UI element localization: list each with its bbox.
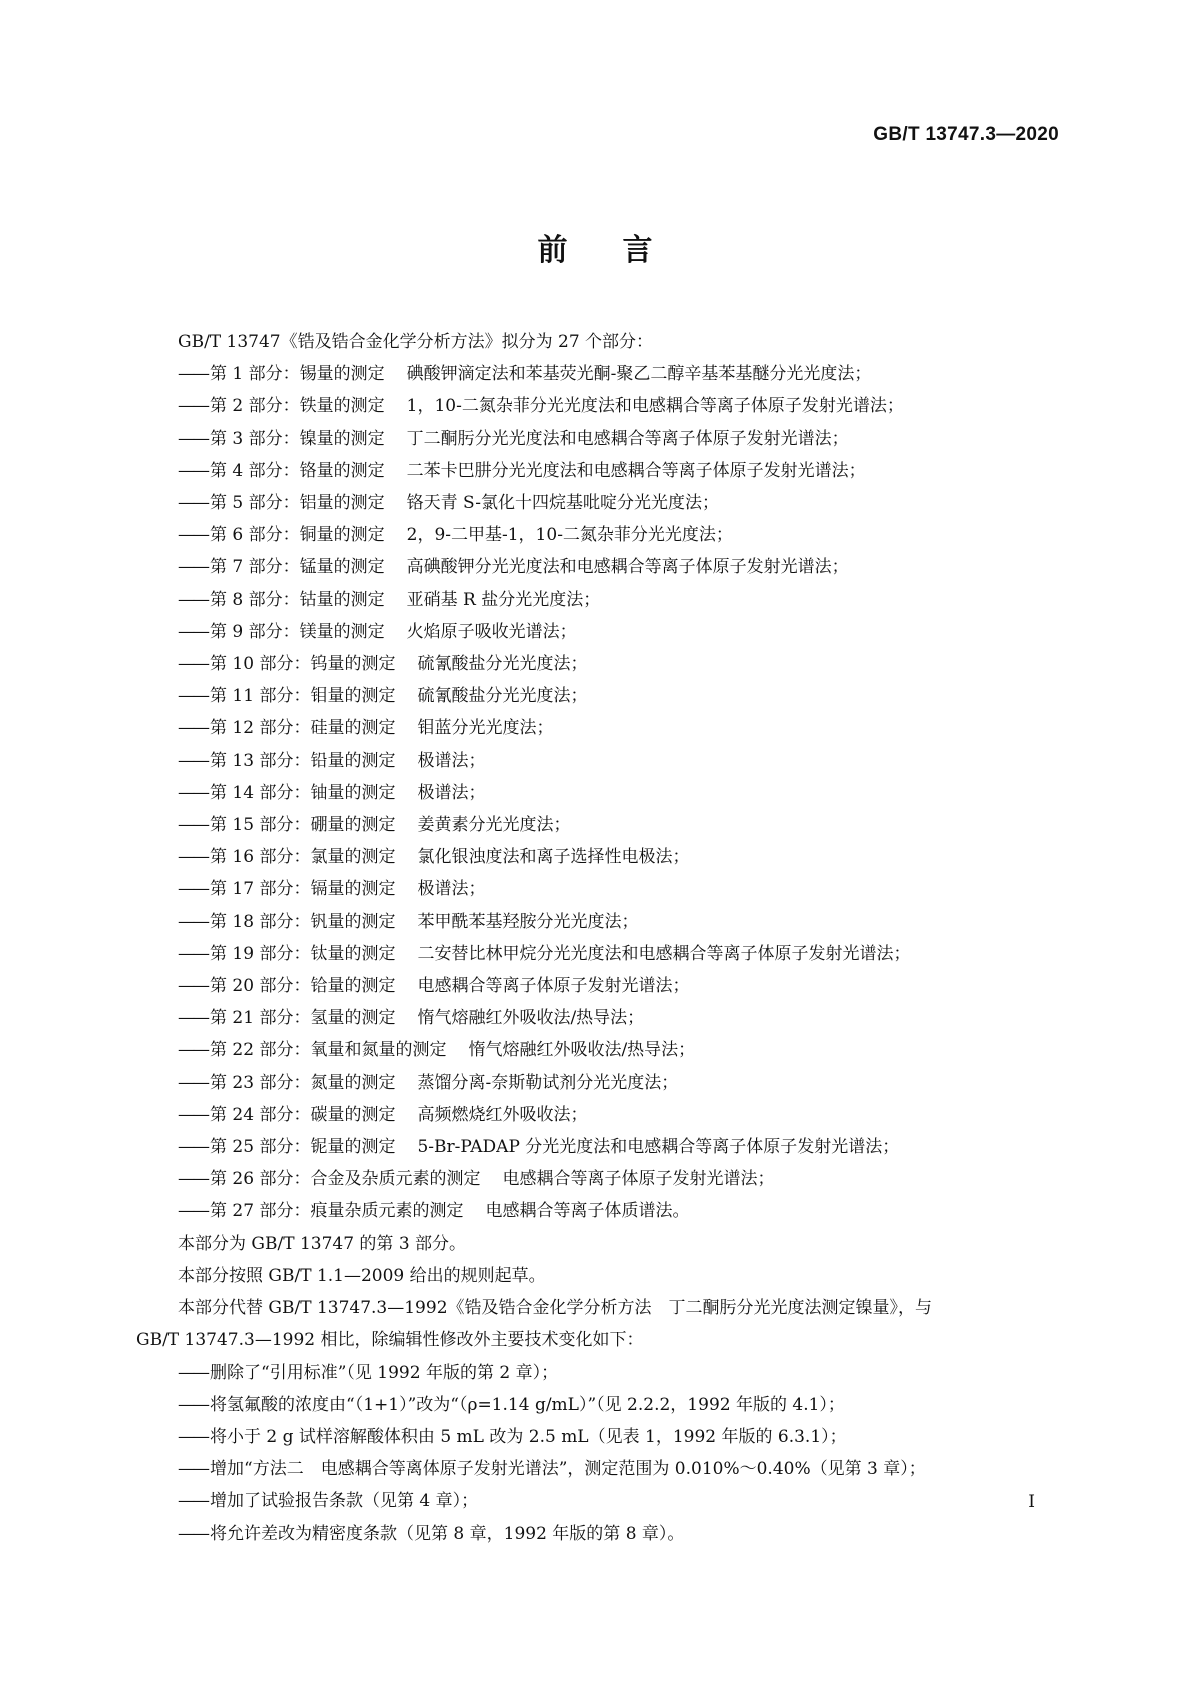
part-label: 第 5 部分：铝量的测定 — [210, 493, 385, 514]
part-list-item — [136, 809, 1056, 841]
part-method: 高碘酸钾分光光度法和电感耦合等离子体原子发射光谱法； — [406, 557, 849, 578]
part-label: 第 7 部分：锰量的测定 — [210, 557, 385, 578]
standard-number: GB/T 13747.3—2020 — [873, 124, 1059, 145]
list-dash: —— — [178, 911, 208, 932]
list-dash: —— — [178, 557, 208, 578]
change-text: 将小于 2 g 试样溶解酸体积由 5 mL 改为 2.5 mL（见表 1，1992 年版的 6.3.1）； — [210, 1426, 847, 1447]
part-list-item — [136, 584, 1056, 616]
part-label: 第 19 部分：钛量的测定 — [210, 943, 396, 964]
list-dash: —— — [178, 1040, 208, 1061]
part-list-item — [136, 616, 1056, 648]
page-number: I — [1028, 1492, 1035, 1512]
list-dash: —— — [178, 686, 208, 707]
part-method: 电感耦合等离子体质谱法。 — [485, 1201, 690, 1222]
part-label: 第 14 部分：铀量的测定 — [210, 782, 396, 803]
list-dash: —— — [178, 1362, 208, 1383]
part-label: 第 1 部分：锡量的测定 — [210, 364, 385, 385]
part-method: 极谱法； — [417, 782, 486, 803]
list-dash: —— — [178, 621, 208, 642]
drafting-statement: 本部分按照 GB/T 1.1—2009 给出的规则起草。 — [178, 1265, 546, 1286]
part-list-item — [136, 519, 1056, 551]
change-text: 将允许差改为精密度条款（见第 8 章，1992 年版的第 8 章）。 — [210, 1523, 685, 1544]
part-method: 蒸馏分离-奈斯勒试剂分光光度法； — [417, 1072, 679, 1093]
part-method: 火焰原子吸收光谱法； — [406, 621, 577, 642]
list-dash: —— — [178, 976, 208, 997]
part-list-item — [136, 745, 1056, 777]
part-list-item — [136, 1131, 1056, 1163]
part-label: 第 16 部分：氯量的测定 — [210, 847, 396, 868]
list-dash: —— — [178, 396, 208, 417]
part-label: 第 2 部分：铁量的测定 — [210, 396, 385, 417]
list-dash: —— — [178, 589, 208, 610]
part-list-item — [136, 1034, 1056, 1066]
list-dash: —— — [178, 815, 208, 836]
list-dash: —— — [178, 1491, 208, 1512]
part-label: 第 25 部分：铌量的测定 — [210, 1137, 396, 1158]
change-text: 增加了试验报告条款（见第 4 章）； — [210, 1491, 479, 1512]
part-list-item — [136, 487, 1056, 519]
part-method: 氯化银浊度法和离子选择性电极法； — [417, 847, 690, 868]
list-dash: —— — [178, 364, 208, 385]
part-label: 第 20 部分：铪量的测定 — [210, 976, 396, 997]
list-dash: —— — [178, 525, 208, 546]
part-method: 1，10-二氮杂菲分光光度法和电感耦合等离子体原子发射光谱法； — [406, 396, 904, 417]
list-dash: —— — [178, 1201, 208, 1222]
part-method: 电感耦合等离子体原子发射光谱法； — [417, 976, 690, 997]
part-list-item — [136, 938, 1056, 970]
part-list-item — [136, 873, 1056, 905]
part-label: 第 17 部分：镉量的测定 — [210, 879, 396, 900]
intro-paragraph: GB/T 13747《锆及锆合金化学分析方法》拟分为 27 个部分： — [178, 332, 654, 352]
part-list-item — [136, 648, 1056, 680]
part-method: 极谱法； — [417, 750, 486, 771]
change-list-item — [136, 1453, 1056, 1485]
list-dash: —— — [178, 1008, 208, 1029]
part-label: 第 10 部分：钨量的测定 — [210, 654, 396, 675]
part-label: 第 11 部分：钼量的测定 — [210, 686, 396, 707]
list-dash: —— — [178, 718, 208, 739]
parts-list — [136, 358, 1056, 1227]
part-label: 第 15 部分：硼量的测定 — [210, 815, 396, 836]
part-list-item — [136, 906, 1056, 938]
list-dash: —— — [178, 847, 208, 868]
part-list-item — [136, 777, 1056, 809]
part-method: 苯甲酰苯基羟胺分光光度法； — [417, 911, 639, 932]
part-label: 第 13 部分：铅量的测定 — [210, 750, 396, 771]
part-list-item — [136, 455, 1056, 487]
part-list-item — [136, 390, 1056, 422]
list-dash: —— — [178, 782, 208, 803]
part-label: 第 8 部分：钴量的测定 — [210, 589, 385, 610]
changes-list — [136, 1357, 1056, 1550]
list-dash: —— — [178, 654, 208, 675]
part-label: 第 6 部分：铜量的测定 — [210, 525, 385, 546]
list-dash: —— — [178, 493, 208, 514]
foreword-body — [136, 326, 1056, 1550]
part-method: 二苯卡巴肼分光光度法和电感耦合等离子体原子发射光谱法； — [406, 460, 866, 481]
part-list-item — [136, 358, 1056, 390]
part-list-item — [136, 1099, 1056, 1131]
list-dash: —— — [178, 1169, 208, 1190]
part-label: 第 4 部分：铬量的测定 — [210, 460, 385, 481]
change-list-item — [136, 1389, 1056, 1421]
part-method: 电感耦合等离子体原子发射光谱法； — [502, 1169, 775, 1190]
change-text: 删除了“引用标准”（见 1992 年版的第 2 章）； — [210, 1362, 559, 1383]
part-method: 二安替比林甲烷分光光度法和电感耦合等离子体原子发射光谱法； — [417, 943, 911, 964]
part-list-item — [136, 712, 1056, 744]
part-label: 第 9 部分：镁量的测定 — [210, 621, 385, 642]
list-dash: —— — [178, 1072, 208, 1093]
part-label: 第 24 部分：碳量的测定 — [210, 1104, 396, 1125]
part-method: 极谱法； — [417, 879, 486, 900]
list-dash: —— — [178, 879, 208, 900]
part-label: 第 22 部分：氧量和氮量的测定 — [210, 1040, 447, 1061]
part-label: 第 23 部分：氮量的测定 — [210, 1072, 396, 1093]
part-label: 第 3 部分：镍量的测定 — [210, 428, 385, 449]
part-method: 钼蓝分光光度法； — [417, 718, 554, 739]
part-list-item — [136, 970, 1056, 1002]
change-text: 将氢氟酸的浓度由“（1+1）”改为“（ρ=1.14 g/mL）”（见 2.2.2，1992 年版的 4.1）； — [210, 1394, 845, 1415]
page-title — [0, 225, 1191, 269]
part-list-item — [136, 423, 1056, 455]
replaces-statement-line1: 本部分代替 GB/T 13747.3—1992《锆及锆合金化学分析方法 丁二酮肟分光光度法测定镍量》，与 — [178, 1298, 933, 1319]
part-method: 碘酸钾滴定法和苯基荧光酮-聚乙二醇辛基苯基醚分光光度法； — [406, 364, 872, 385]
list-dash: —— — [178, 1459, 208, 1480]
part-method: 亚硝基 R 盐分光光度法； — [406, 589, 601, 610]
list-dash: —— — [178, 943, 208, 964]
part-method: 硫氰酸盐分光光度法； — [417, 654, 588, 675]
part-of-statement: 本部分为 GB/T 13747 的第 3 部分。 — [178, 1233, 467, 1254]
change-list-item — [136, 1421, 1056, 1453]
part-list-item — [136, 1067, 1056, 1099]
list-dash: —— — [178, 460, 208, 481]
part-list-item — [136, 680, 1056, 712]
list-dash: —— — [178, 750, 208, 771]
list-dash: —— — [178, 1523, 208, 1544]
part-method: 5-Br-PADAP 分光光度法和电感耦合等离子体原子发射光谱法； — [417, 1137, 900, 1158]
list-dash: —— — [178, 1394, 208, 1415]
change-list-item — [136, 1518, 1056, 1550]
replaces-statement-line2: GB/T 13747.3—1992 相比，除编辑性修改外主要技术变化如下： — [136, 1330, 644, 1351]
list-dash: —— — [178, 1426, 208, 1447]
part-method: 惰气熔融红外吸收法/热导法； — [417, 1008, 645, 1029]
part-label: 第 26 部分：合金及杂质元素的测定 — [210, 1169, 481, 1190]
change-list-item — [136, 1357, 1056, 1389]
part-list-item — [136, 841, 1056, 873]
part-method: 硫氰酸盐分光光度法； — [417, 686, 588, 707]
list-dash: —— — [178, 428, 208, 449]
part-list-item — [136, 551, 1056, 583]
change-text: 增加“方法二 电感耦合等离体原子发射光谱法”，测定范围为 0.010%～0.40%（见第 3 章）； — [210, 1459, 926, 1480]
list-dash: —— — [178, 1137, 208, 1158]
part-list-item — [136, 1002, 1056, 1034]
part-label: 第 12 部分：硅量的测定 — [210, 718, 396, 739]
part-method: 惰气熔融红外吸收法/热导法； — [468, 1040, 696, 1061]
part-method: 高频燃烧红外吸收法； — [417, 1104, 588, 1125]
part-label: 第 21 部分：氢量的测定 — [210, 1008, 396, 1029]
title-char-left: 前 — [537, 233, 569, 268]
part-method: 2，9-二甲基-1，10-二氮杂菲分光光度法； — [406, 525, 733, 546]
part-label: 第 27 部分：痕量杂质元素的测定 — [210, 1201, 464, 1222]
part-method: 姜黄素分光光度法； — [417, 815, 571, 836]
part-list-item — [136, 1163, 1056, 1195]
part-list-item — [136, 1195, 1056, 1227]
part-label: 第 18 部分：钒量的测定 — [210, 911, 396, 932]
title-char-right: 言 — [622, 233, 654, 268]
part-method: 丁二酮肟分光光度法和电感耦合等离子体原子发射光谱法； — [406, 428, 849, 449]
part-method: 铬天青 S-氯化十四烷基吡啶分光光度法； — [406, 493, 720, 514]
list-dash: —— — [178, 1104, 208, 1125]
change-list-item — [136, 1485, 1056, 1517]
